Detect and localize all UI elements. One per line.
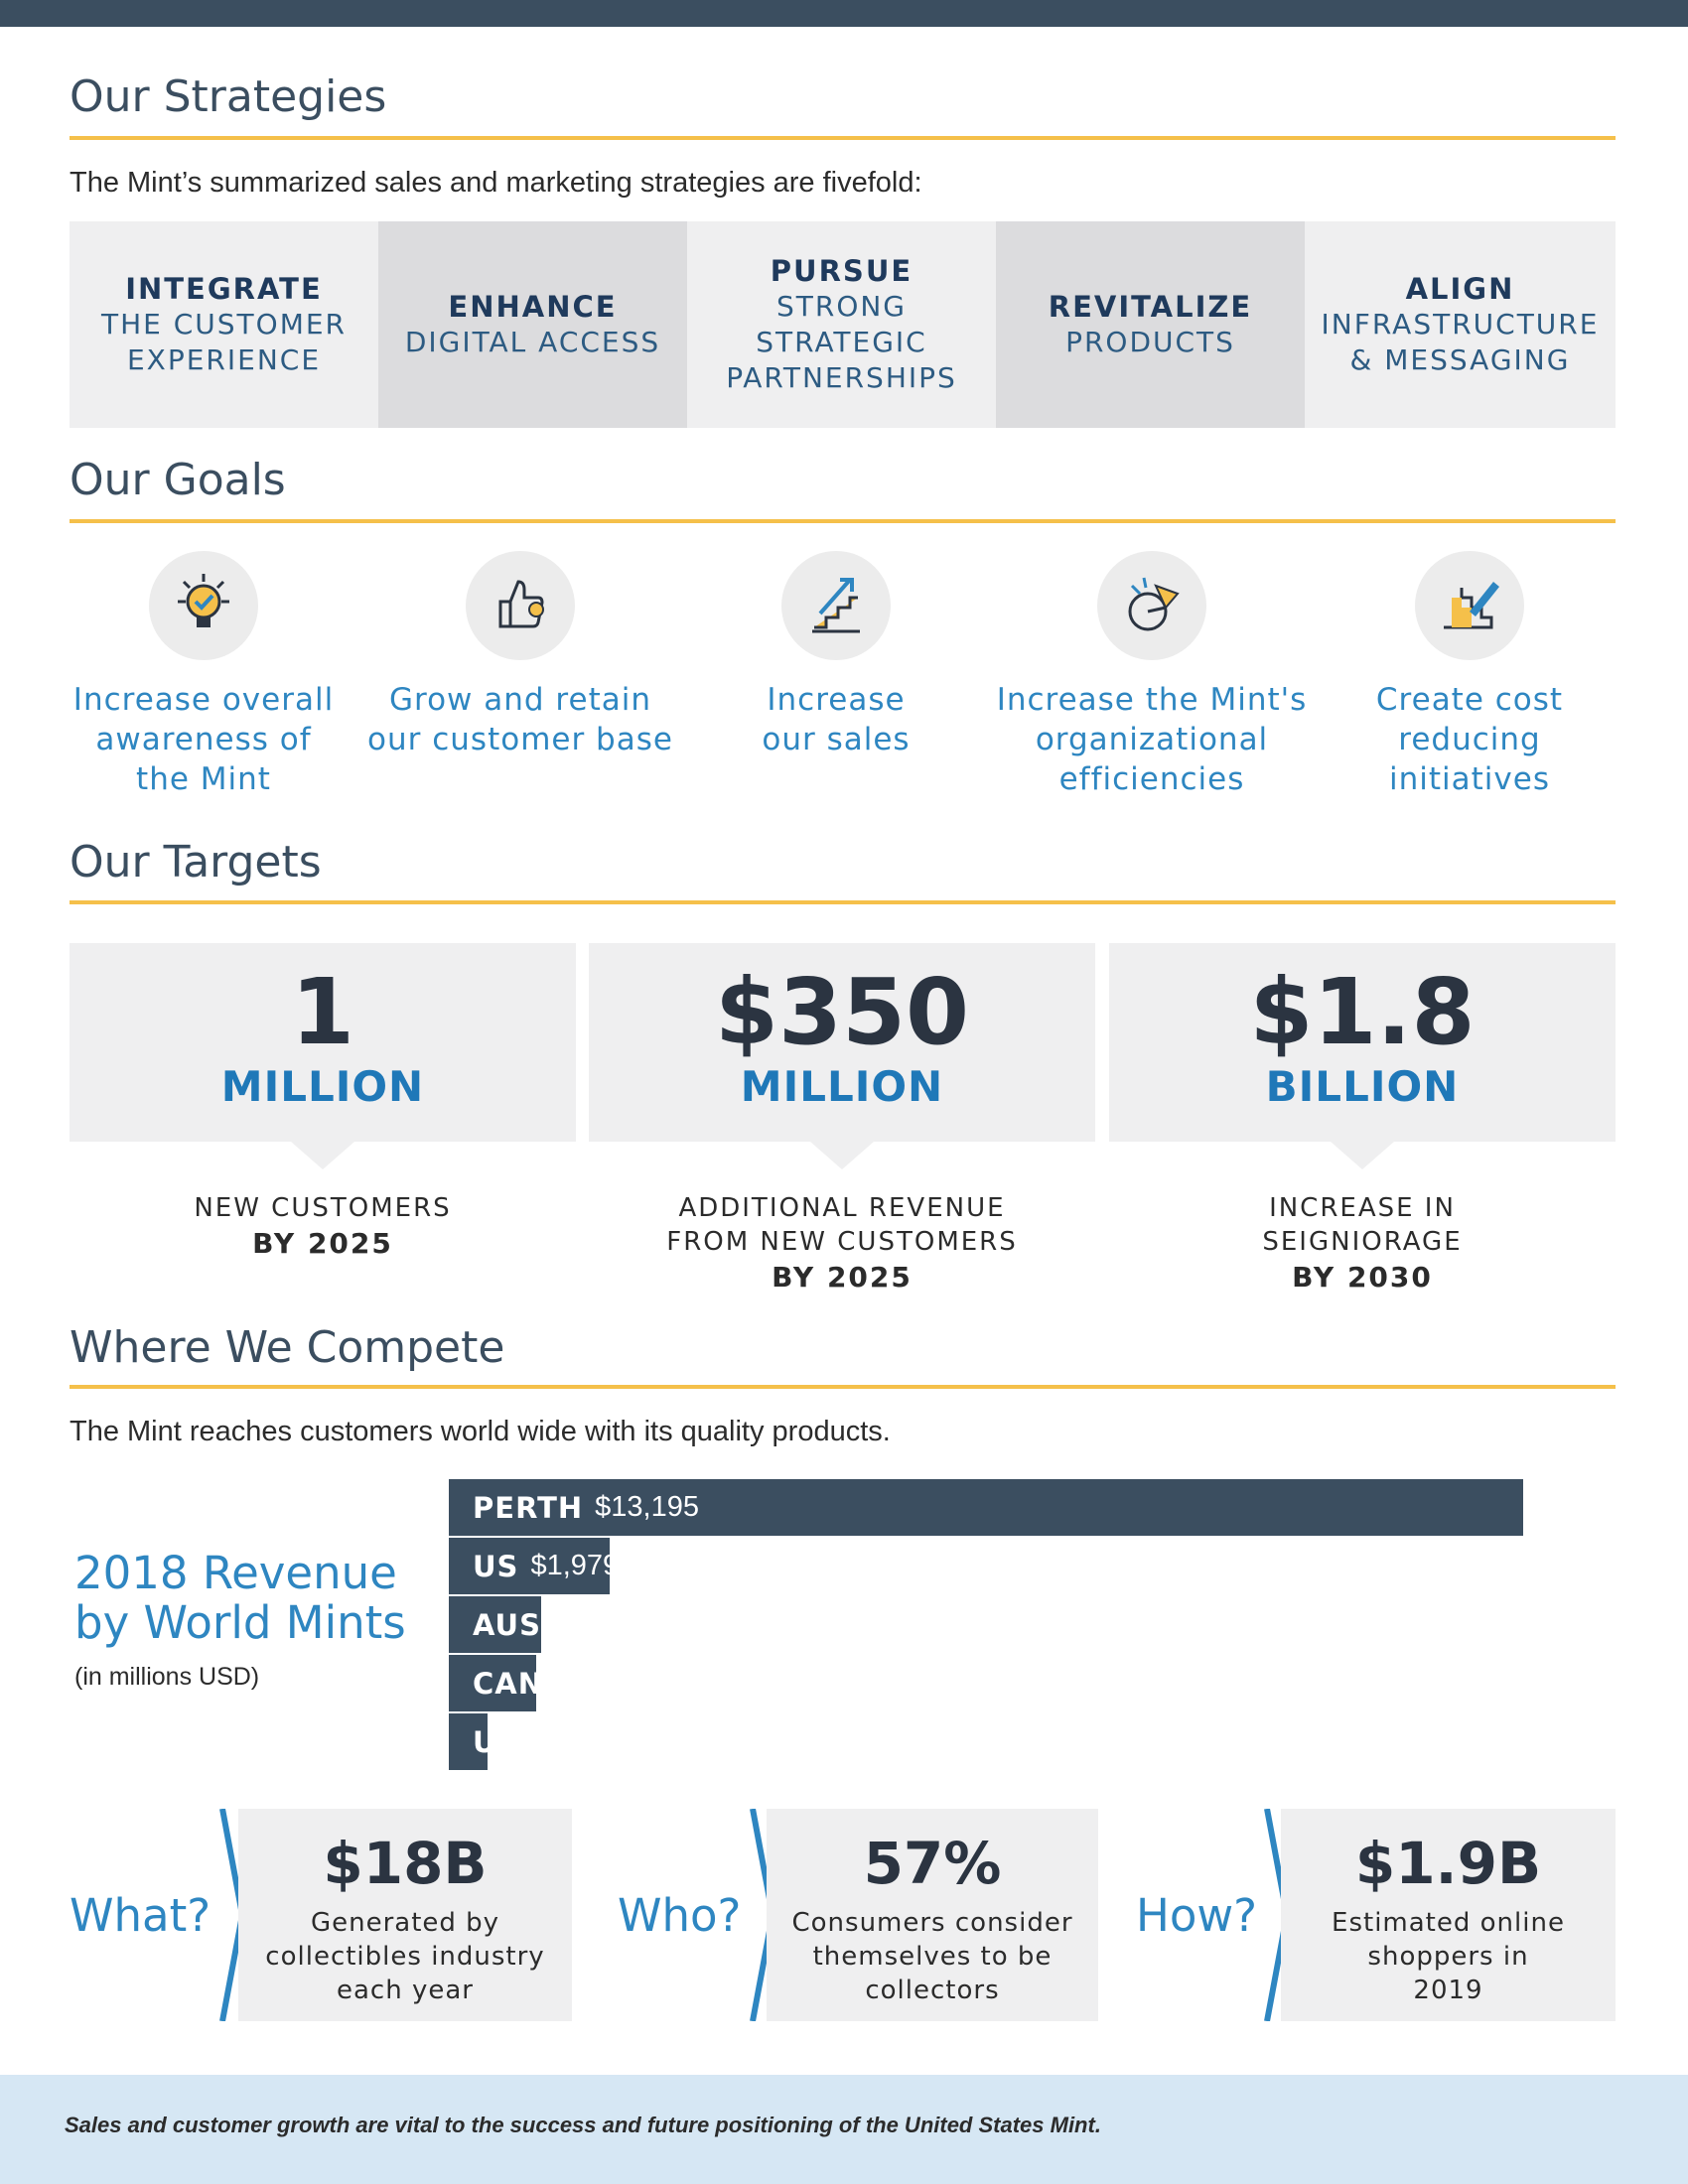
strategy-keyword: ENHANCE bbox=[448, 290, 618, 324]
strategy-keyword: INTEGRATE bbox=[125, 272, 323, 306]
section-title-strategies: Our Strategies bbox=[70, 71, 387, 122]
target-box bbox=[70, 943, 576, 1142]
fact-text: Estimated online shoppers in 2019 bbox=[1332, 1908, 1565, 2005]
section-title-targets: Our Targets bbox=[70, 837, 322, 887]
goal-item bbox=[1311, 551, 1628, 799]
fact-panel bbox=[1281, 1809, 1616, 2021]
target-description: ADDITIONAL REVENUE FROM NEW CUSTOMERS bbox=[666, 1193, 1018, 1257]
fact-stat: $1.9B bbox=[1354, 1830, 1542, 1897]
target-box bbox=[589, 943, 1095, 1142]
goal-item bbox=[361, 551, 679, 759]
strategy-keyword: PURSUE bbox=[770, 254, 914, 288]
target-card bbox=[589, 943, 1095, 1297]
bar-value-label: $1,130 bbox=[632, 1608, 721, 1640]
stairs-arrow-icon bbox=[781, 551, 891, 660]
bar-value-label: $470 bbox=[532, 1725, 597, 1757]
target-unit: MILLION bbox=[220, 1062, 425, 1111]
section-divider bbox=[70, 900, 1616, 904]
bar-canada bbox=[449, 1655, 715, 1711]
bar-category-label: UK bbox=[473, 1724, 521, 1759]
thumbs-up-icon bbox=[466, 551, 575, 660]
fact-card bbox=[1136, 1809, 1616, 2021]
goal-label: Increase overall awareness of the Mint bbox=[72, 682, 335, 797]
chart-subtitle: (in millions USD) bbox=[74, 1663, 260, 1691]
fact-text: Generated by collectibles industry each year bbox=[265, 1908, 545, 2005]
goal-item bbox=[677, 551, 995, 759]
target-description: INCREASE IN SEIGNIORAGE bbox=[1262, 1193, 1463, 1257]
fact-text: Consumers consider themselves to be collectors bbox=[791, 1908, 1073, 2005]
lightbulb-icon bbox=[149, 551, 258, 660]
target-description: NEW CUSTOMERS bbox=[194, 1193, 452, 1223]
fact-card bbox=[618, 1809, 1098, 2021]
fact-question: How? bbox=[1136, 1888, 1258, 1942]
bar-value-label: $1,079 bbox=[626, 1667, 715, 1699]
target-unit: BILLION bbox=[1265, 1062, 1460, 1111]
strategy-card bbox=[996, 221, 1305, 428]
bar-uk bbox=[449, 1713, 597, 1770]
target-card bbox=[70, 943, 576, 1263]
strategy-text: STRONG STRATEGIC PARTNERSHIPS bbox=[726, 290, 957, 394]
section-title-goals: Our Goals bbox=[70, 455, 286, 505]
bar-category-label: PERTH bbox=[473, 1490, 584, 1525]
strategy-text: THE CUSTOMER EXPERIENCE bbox=[100, 308, 347, 376]
fact-stat: 57% bbox=[863, 1830, 1002, 1897]
fact-question: Who? bbox=[618, 1888, 742, 1942]
fact-panel bbox=[238, 1809, 572, 2021]
strategy-card bbox=[1305, 221, 1616, 428]
strategies-intro: The Mint’s summarized sales and marketing strategies are fivefold: bbox=[70, 167, 922, 199]
compete-intro: The Mint reaches customers world wide with its quality products. bbox=[70, 1416, 891, 1447]
target-box bbox=[1109, 943, 1616, 1142]
target-deadline: BY 2025 bbox=[772, 1261, 913, 1294]
goal-label: Grow and retain our customer base bbox=[367, 682, 673, 757]
strategy-text: PRODUCTS bbox=[1065, 326, 1235, 358]
strategy-card bbox=[378, 221, 687, 428]
strategy-card bbox=[70, 221, 378, 428]
strategy-keyword: REVITALIZE bbox=[1048, 290, 1253, 324]
footer-message: Sales and customer growth are vital to the success and future positioning of the United States Mint. bbox=[65, 2113, 1101, 2137]
bar-value-label: $1,979 bbox=[530, 1550, 620, 1581]
goal-label: Increase our sales bbox=[762, 682, 911, 757]
fact-card bbox=[70, 1809, 572, 2021]
strategy-text: INFRASTRUCTURE & MESSAGING bbox=[1321, 308, 1600, 376]
goal-item bbox=[993, 551, 1311, 799]
stairs-pencil-icon bbox=[1415, 551, 1524, 660]
fact-question: What? bbox=[70, 1888, 211, 1942]
strategies-strip bbox=[70, 221, 1616, 428]
goal-item bbox=[45, 551, 362, 799]
section-divider bbox=[70, 1385, 1616, 1389]
section-divider bbox=[70, 519, 1616, 523]
target-value: $350 bbox=[714, 959, 970, 1065]
target-deadline: BY 2025 bbox=[252, 1227, 393, 1260]
footer-banner bbox=[0, 2075, 1688, 2184]
pie-chart-icon bbox=[1097, 551, 1206, 660]
bar-value-label: $13,195 bbox=[595, 1491, 699, 1523]
target-value: $1.8 bbox=[1249, 959, 1476, 1065]
goal-label: Increase the Mint's organizational efficiencies bbox=[996, 682, 1308, 797]
bar-category-label: CANADA bbox=[473, 1666, 615, 1701]
bar-perth bbox=[449, 1479, 1523, 1536]
section-divider bbox=[70, 136, 1616, 140]
fact-panel bbox=[767, 1809, 1098, 2021]
bar-category-label: US bbox=[473, 1549, 519, 1583]
bar-us bbox=[449, 1538, 620, 1594]
chart-title: 2018 Revenue by World Mints bbox=[74, 1547, 406, 1649]
section-title-compete: Where We Compete bbox=[70, 1322, 505, 1373]
target-unit: MILLION bbox=[740, 1062, 944, 1111]
target-deadline: BY 2030 bbox=[1292, 1261, 1433, 1294]
top-bar bbox=[0, 0, 1688, 27]
goal-label: Create cost reducing initiatives bbox=[1375, 682, 1564, 797]
target-value: 1 bbox=[290, 959, 354, 1065]
bar-category-label: AUSTRIA bbox=[473, 1607, 621, 1642]
strategy-card bbox=[687, 221, 996, 428]
bar-austria bbox=[449, 1596, 721, 1653]
strategy-keyword: ALIGN bbox=[1405, 272, 1515, 306]
strategy-text: DIGITAL ACCESS bbox=[404, 326, 661, 358]
fact-stat: $18B bbox=[323, 1830, 488, 1897]
target-card bbox=[1109, 943, 1616, 1297]
